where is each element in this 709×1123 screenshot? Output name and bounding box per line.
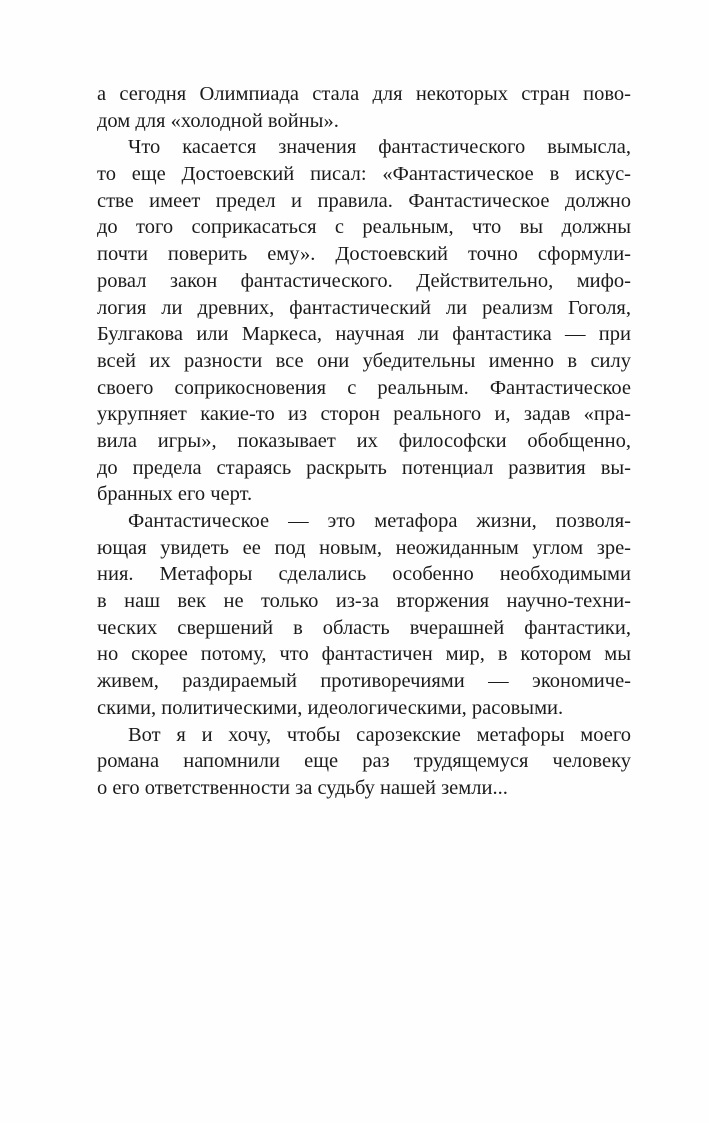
text-line: бранных его черт. bbox=[97, 483, 253, 506]
text-line: Фантастическое — это метафора жизни, позволя- bbox=[128, 510, 631, 532]
text-line: скими, политическими, идеологическими, расовыми. bbox=[97, 696, 564, 719]
text-line: Что касается значения фантастического вымысла, bbox=[128, 136, 631, 159]
text-line: Булгакова или Маркеса, научная ли фантастика — при bbox=[97, 323, 631, 346]
text-line: романа напомнили еще раз трудящемуся человеку bbox=[97, 750, 631, 773]
text-line: то еще Достоевский писал: «Фантастическое в искус- bbox=[97, 163, 631, 186]
text-line: дом для «холодной войны». bbox=[97, 109, 339, 132]
text-line: ния. Метафоры сделались особенно необходимыми bbox=[97, 563, 631, 586]
text-line: живем, раздираемый противоречиями — экономиче- bbox=[97, 670, 631, 693]
text-line: а сегодня Олимпиада стала для некоторых стран пово- bbox=[97, 83, 631, 105]
text-line: вила игры», показывает их философски обобщенно, bbox=[97, 429, 631, 452]
text-line: всей их разности все они убедительны именно в силу bbox=[97, 349, 631, 372]
text-line: ровал закон фантастического. Действительно, мифо- bbox=[97, 269, 631, 292]
text-line: логия ли древних, фантастический ли реализм Гоголя, bbox=[97, 296, 631, 319]
text-line: ческих свершений в область вчерашней фантастики, bbox=[97, 616, 631, 639]
text-line: но скорее потому, что фантастичен мир, в котором мы bbox=[97, 643, 631, 666]
text-line: своего соприкосновения с реальным. Фантастическое bbox=[97, 376, 631, 399]
text-line: в наш век не только из-за вторжения научно-техни- bbox=[97, 590, 631, 613]
page-text-block bbox=[97, 81, 631, 802]
text-line: до предела стараясь раскрыть потенциал развития вы- bbox=[97, 456, 631, 479]
text-line: укрупняет какие-то из сторон реального и, задав «пра- bbox=[97, 403, 631, 426]
text-line: стве имеет предел и правила. Фантастическое должно bbox=[97, 189, 631, 212]
text-line: о его ответственности за судьбу нашей земли... bbox=[97, 776, 508, 799]
text-line: ющая увидеть ее под новым, неожиданным углом зре- bbox=[97, 536, 631, 559]
text-line: почти поверить ему». Достоевский точно сформули- bbox=[97, 243, 631, 266]
text-line: до того соприкасаться с реальным, что вы должны bbox=[97, 216, 631, 239]
text-line: Вот я и хочу, чтобы сарозекские метафоры моего bbox=[128, 723, 631, 746]
